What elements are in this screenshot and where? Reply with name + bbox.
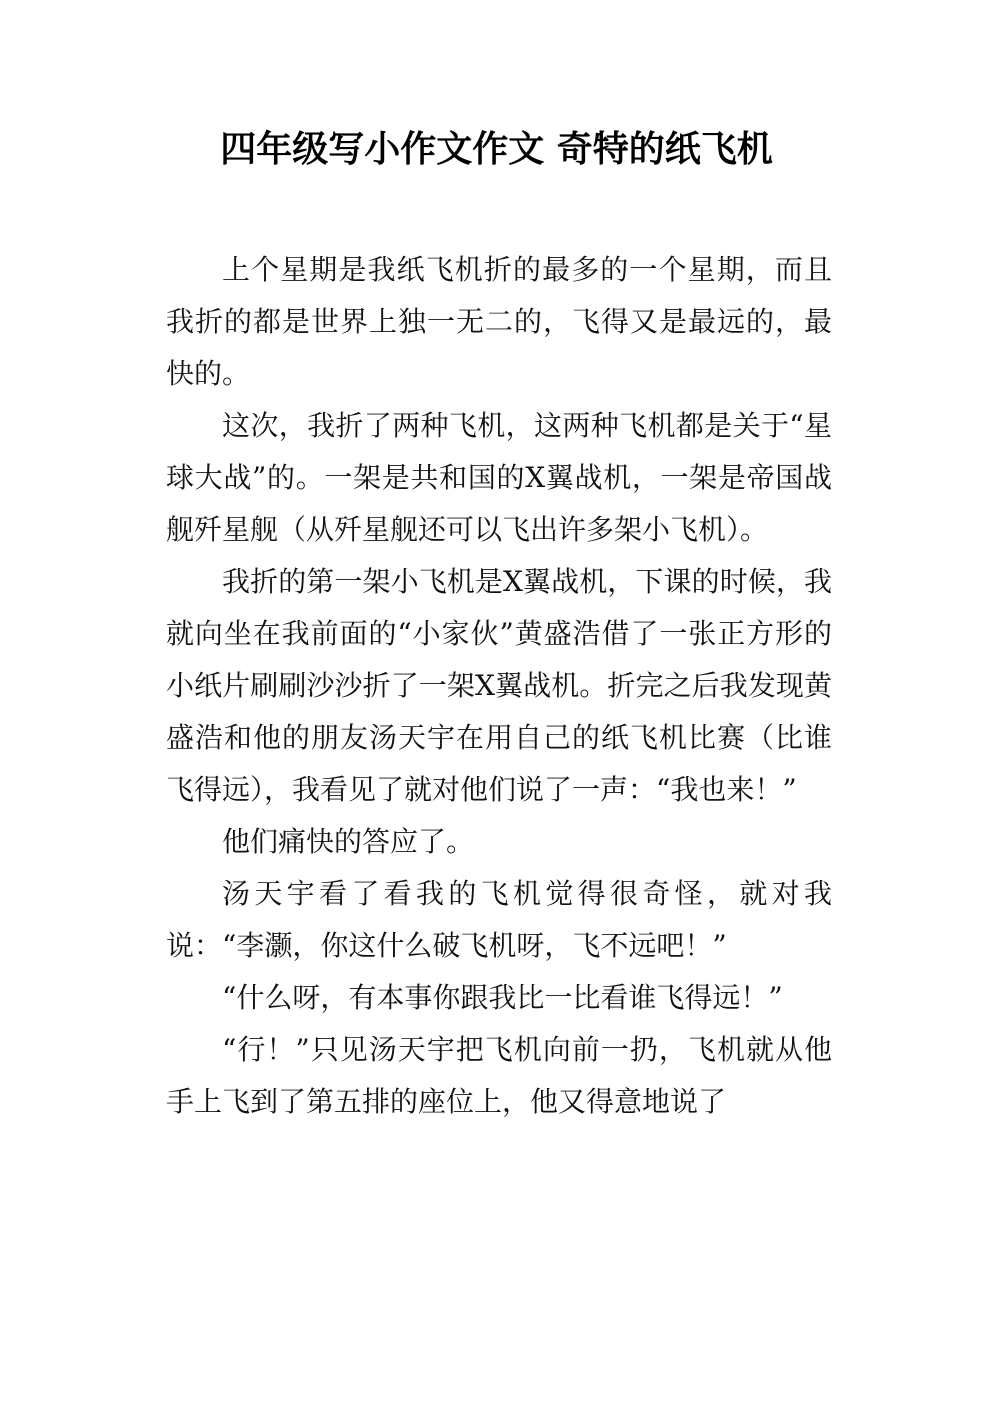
paragraph: 这次，我折了两种飞机，这两种飞机都是关于“星球大战”的。一架是共和国的X翼战机，一架是帝国战舰歼星舰（从歼星舰还可以飞出许多架小飞机）。: [166, 409, 832, 546]
paragraph: 他们痛快的答应了。: [222, 825, 475, 858]
paragraph: 我折的第一架小飞机是X翼战机，下课的时候，我就向坐在我前面的“小家伙”黄盛浩借了一张正方形的小纸片刷刷沙沙折了一架X翼战机。折完之后我发现黄盛浩和他的朋友汤天宇在用自己的纸飞机比赛（比谁飞得远），我看见了就对他们说了一声：“我也来！”: [166, 565, 832, 806]
paragraph: “行！”只见汤天宇把飞机向前一扔，飞机就从他手上飞到了第五排的座位上，他又得意地说了: [166, 1033, 832, 1118]
paragraph: 汤天宇看了看我的飞机觉得很奇怪，就对我说：“李灏，你这什么破飞机呀，飞不远吧！”: [166, 877, 832, 962]
paragraph: 上个星期是我纸飞机折的最多的一个星期，而且我折的都是世界上独一无二的，飞得又是最远的，最快的。: [166, 253, 832, 390]
essay-title: 四年级写小作文作文 奇特的纸飞机: [220, 129, 773, 170]
essay-body: [166, 244, 832, 1128]
paragraph: “什么呀，有本事你跟我比一比看谁飞得远！”: [222, 981, 783, 1014]
